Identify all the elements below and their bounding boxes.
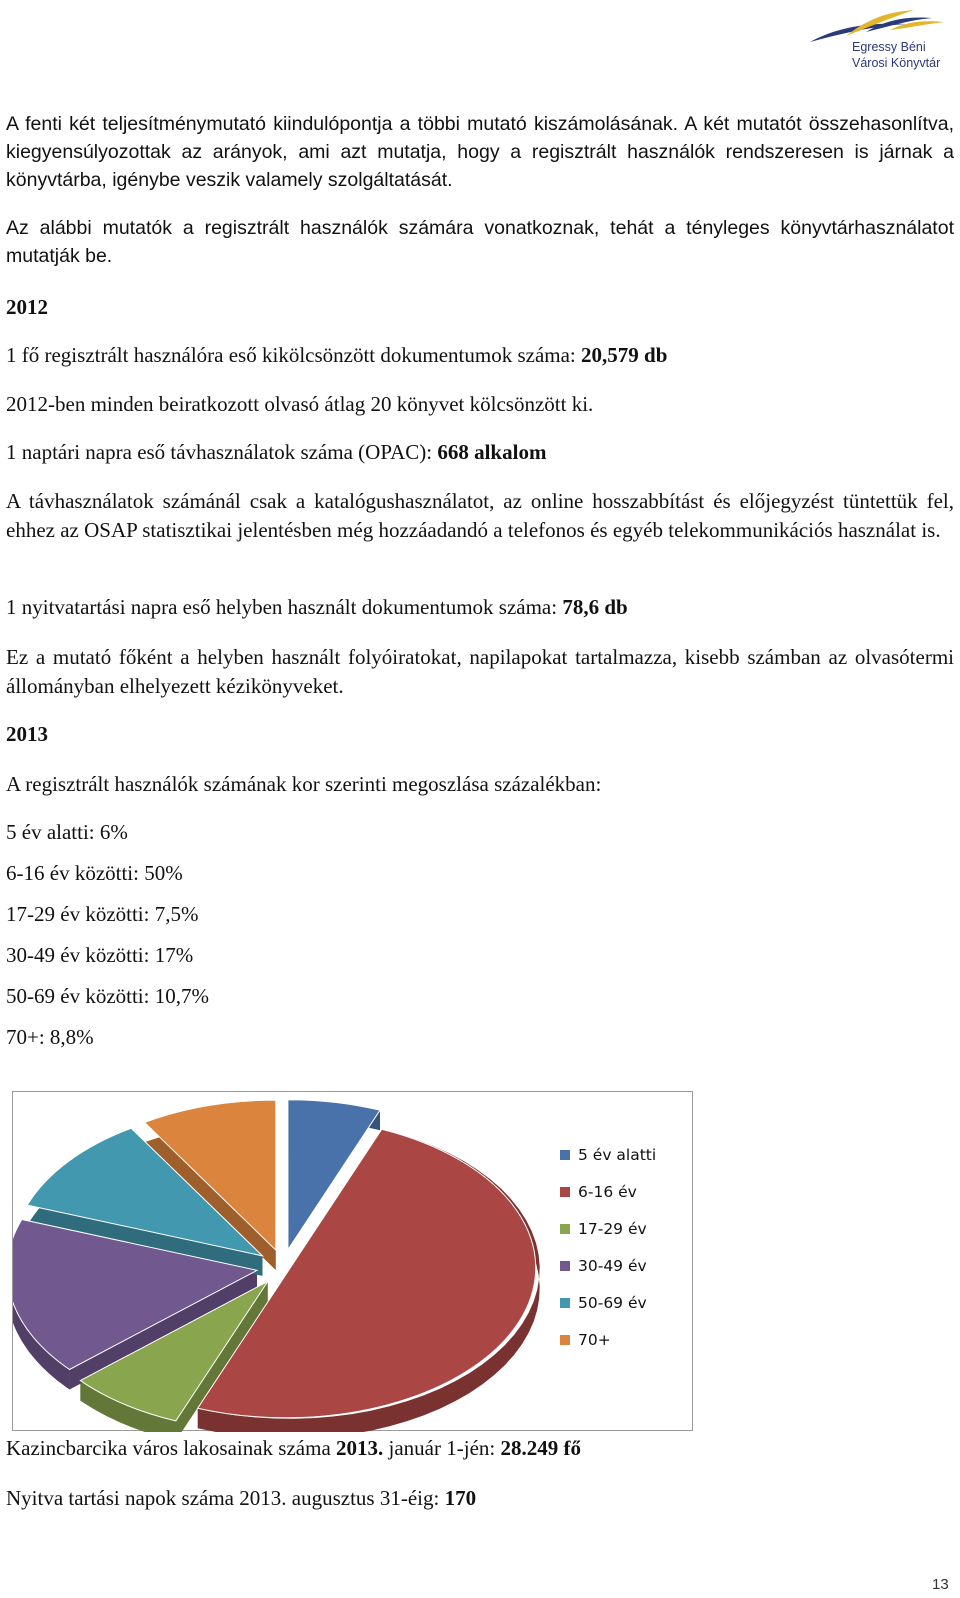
- legend-swatch: [560, 1187, 570, 1197]
- population-value: 28.249 fő: [500, 1436, 581, 1460]
- age-line: 6-16 év közötti: 50%: [6, 861, 183, 885]
- age-line: 17-29 év közötti: 7,5%: [6, 902, 199, 926]
- remote-value: 668 alkalom: [437, 440, 547, 464]
- intro-paragraph: A fenti két teljesítménymutató kiindulópontja a többi mutató kiszámolásának. A két mutatót összehasonlítva, kiegyensúlyozottak az arányok, ami azt mutatja, hogy a regisztrált használók rendszeresen is járnak a könyvtárba, igénybe veszik valamely szolgáltatását.: [6, 113, 954, 191]
- heading-2012-text: 2012: [6, 295, 48, 319]
- loans-comment: 2012-ben minden beiratkozott olvasó átlag 20 könyvet kölcsönzött ki.: [6, 392, 594, 416]
- population-line: [6, 1434, 954, 1463]
- legend-label: 50-69 év: [578, 1294, 647, 1312]
- legend-label: 5 év alatti: [578, 1146, 657, 1164]
- age-line: 30-49 év közötti: 17%: [6, 943, 194, 967]
- logo-text-line1: Egressy Béni: [852, 40, 926, 54]
- remote-indicator: [6, 438, 954, 467]
- legend-label: 17-29 év: [578, 1220, 647, 1238]
- population-label-a: Kazincbarcika város lakosainak száma: [6, 1436, 337, 1460]
- legend-swatch: [560, 1298, 570, 1308]
- open-days-line: [6, 1484, 954, 1513]
- population-label-b: január 1-jén:: [383, 1436, 501, 1460]
- library-logo: [806, 6, 956, 76]
- loans-label: 1 fő regisztrált használóra eső kikölcsönzött dokumentumok száma:: [6, 343, 582, 367]
- heading-2012: [6, 293, 954, 322]
- page-number: 13: [932, 1576, 949, 1593]
- remote-comment: A távhasználatok számánál csak a katalógushasználatot, az online hosszabbítást és előjegyzést tüntettük fel, ehhez az OSAP statisztikai jelentésben még hozzáadandó a telefonos és egyéb telekommunikációs használat is.: [6, 489, 954, 542]
- loans-indicator: [6, 341, 954, 370]
- logo-text-line2: Városi Könyvtár: [852, 56, 941, 70]
- population-year: 2013.: [336, 1436, 384, 1460]
- age-line: 50-69 év közötti: 10,7%: [6, 984, 209, 1008]
- legend-label: 70+: [578, 1331, 611, 1349]
- heading-2013: [6, 720, 954, 749]
- open-days-value: 170: [444, 1486, 477, 1510]
- open-days-label: Nyitva tartási napok száma 2013. augusztus 31-éig:: [6, 1486, 445, 1510]
- age-intro: A regisztrált használók számának kor szerinti megoszlása százalékban:: [6, 772, 602, 796]
- legend-swatch: [560, 1335, 570, 1345]
- legend-swatch: [560, 1224, 570, 1234]
- note-paragraph: Az alábbi mutatók a regisztrált használók számára vonatkoznak, tehát a tényleges könyvtárhasználatot mutatják be.: [6, 217, 954, 267]
- legend-swatch: [560, 1150, 570, 1160]
- onsite-label: 1 nyitvatartási napra eső helyben használt dokumentumok száma:: [6, 595, 563, 619]
- age-line: 5 év alatti: 6%: [6, 820, 128, 844]
- legend-label: 6-16 év: [578, 1183, 637, 1201]
- loans-value: 20,579 db: [581, 343, 668, 367]
- age-line: 70+: 8,8%: [6, 1025, 94, 1049]
- onsite-comment: Ez a mutató főként a helyben használt folyóiratokat, napilapokat tartalmazza, kisebb számban az olvasótermi állományban elhelyezett kézikönyveket.: [6, 645, 954, 698]
- heading-2013-text: 2013: [6, 722, 48, 746]
- remote-label: 1 naptári napra eső távhasználatok száma (OPAC):: [6, 440, 438, 464]
- legend-swatch: [560, 1261, 570, 1271]
- legend-label: 30-49 év: [578, 1257, 647, 1275]
- onsite-value: 78,6 db: [562, 595, 628, 619]
- onsite-indicator: [6, 593, 954, 622]
